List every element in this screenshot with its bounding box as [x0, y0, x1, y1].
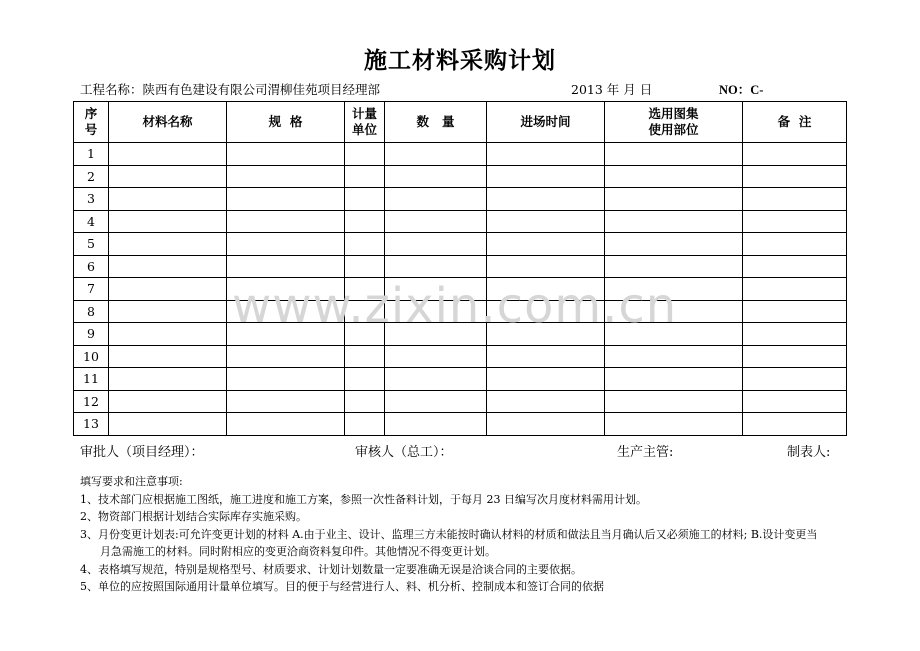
table-cell[interactable]	[345, 323, 385, 346]
table-row	[74, 345, 847, 368]
table-cell[interactable]	[605, 143, 743, 166]
page-title: 施工材料采购计划	[364, 47, 556, 74]
row-number-cell: 3	[74, 188, 109, 211]
table-cell[interactable]	[743, 323, 847, 346]
col-header-unit: 计量 单位	[345, 102, 385, 143]
table-row	[74, 390, 847, 413]
table-cell[interactable]	[487, 300, 605, 323]
table-cell[interactable]	[385, 300, 487, 323]
table-cell[interactable]	[345, 368, 385, 391]
row-number-cell: 9	[74, 323, 109, 346]
table-cell[interactable]	[385, 390, 487, 413]
table-cell[interactable]	[227, 413, 345, 436]
table-cell[interactable]	[109, 323, 227, 346]
table-cell[interactable]	[487, 165, 605, 188]
project-name: 工程名称：陕西有色建设有限公司渭柳佳苑项目经理部	[80, 82, 381, 97]
table-cell[interactable]	[109, 210, 227, 233]
table-cell[interactable]	[605, 188, 743, 211]
table-cell[interactable]	[109, 368, 227, 391]
col-header-atlas-location: 选用图集 使用部位	[605, 102, 743, 143]
table-cell[interactable]	[109, 143, 227, 166]
note-item: 3、月份变更计划表:可允许变更计划的材料 A.由于业主、设计、监理三方未能按时确认材料的材质和做法且当月确认后又必须施工的材料; B.设计变更当	[80, 527, 818, 541]
table-cell[interactable]	[227, 278, 345, 301]
row-number-cell: 6	[74, 255, 109, 278]
col-header-arrival-time: 进场时间	[487, 102, 605, 143]
table-cell[interactable]	[743, 390, 847, 413]
document-number: NO：C-	[719, 83, 764, 97]
table-cell[interactable]	[385, 255, 487, 278]
table-cell[interactable]	[227, 210, 345, 233]
table-cell[interactable]	[743, 143, 847, 166]
table-cell[interactable]	[743, 255, 847, 278]
table-cell[interactable]	[345, 188, 385, 211]
table-cell[interactable]	[743, 368, 847, 391]
table-cell[interactable]	[345, 413, 385, 436]
date-field: 2013 年 月 日	[571, 82, 653, 97]
table-cell[interactable]	[605, 233, 743, 256]
table-cell[interactable]	[605, 390, 743, 413]
table-cell[interactable]	[109, 233, 227, 256]
col-header-material: 材料名称	[109, 102, 227, 143]
reviewer-label: 审核人（总工）：	[355, 445, 453, 460]
table-cell[interactable]	[227, 300, 345, 323]
table-cell[interactable]	[227, 390, 345, 413]
table-cell[interactable]	[345, 390, 385, 413]
row-number-cell: 12	[74, 390, 109, 413]
note-item: 5、单位的应按照国际通用计量单位填写。目的便于与经营进行人、料、机分析、控制成本和签订合同的依据	[80, 580, 604, 593]
table-cell[interactable]	[345, 345, 385, 368]
table-cell[interactable]	[227, 233, 345, 256]
table-row	[74, 255, 847, 278]
table-cell[interactable]	[345, 255, 385, 278]
table-cell[interactable]	[487, 210, 605, 233]
table-cell[interactable]	[605, 345, 743, 368]
table-row	[74, 143, 847, 166]
row-number-cell: 8	[74, 300, 109, 323]
row-number-cell: 5	[74, 233, 109, 256]
table-row	[74, 323, 847, 346]
table-cell[interactable]	[487, 143, 605, 166]
col-header-remarks: 备 注	[743, 102, 847, 143]
table-cell[interactable]	[385, 188, 487, 211]
table-row	[74, 210, 847, 233]
col-header-seq: 序 号	[74, 102, 109, 143]
table-cell[interactable]	[487, 390, 605, 413]
material-plan-table	[73, 101, 847, 436]
row-number-cell: 4	[74, 210, 109, 233]
table-cell[interactable]	[109, 300, 227, 323]
table-cell[interactable]	[227, 345, 345, 368]
note-item-continued: 月急需施工的材料。同时附相应的变更洽商资料复印件。其他情况不得变更计划。	[100, 545, 496, 558]
table-cell[interactable]	[109, 390, 227, 413]
note-item: 1、技术部门应根据施工图纸，施工进度和施工方案，参照一次性备料计划，于每月 23 日编写次月度材料需用计划。	[80, 492, 647, 506]
note-item: 4、表格填写规范，特别是规格型号、材质要求、计划计划数量一定要准确无误是洽谈合同的主要依据。	[80, 562, 582, 576]
table-row	[74, 300, 847, 323]
table-cell[interactable]	[109, 188, 227, 211]
table-cell[interactable]	[109, 345, 227, 368]
table-row	[74, 165, 847, 188]
table-row	[74, 368, 847, 391]
table-cell[interactable]	[743, 210, 847, 233]
table-cell[interactable]	[385, 278, 487, 301]
notes-section	[80, 473, 860, 596]
table-row	[74, 278, 847, 301]
notes-heading: 填写要求和注意事项:	[80, 475, 183, 488]
table-cell[interactable]	[605, 323, 743, 346]
table-cell[interactable]	[227, 143, 345, 166]
table-cell[interactable]	[385, 210, 487, 233]
table-cell[interactable]	[487, 233, 605, 256]
table-cell[interactable]	[109, 413, 227, 436]
table-cell[interactable]	[385, 143, 487, 166]
table-cell[interactable]	[743, 165, 847, 188]
table-cell[interactable]	[345, 300, 385, 323]
approver-label: 审批人（项目经理）：	[80, 445, 204, 460]
col-header-spec: 规 格	[227, 102, 345, 143]
table-cell[interactable]	[385, 165, 487, 188]
table-cell[interactable]	[605, 413, 743, 436]
table-cell[interactable]	[109, 278, 227, 301]
table-cell[interactable]	[743, 300, 847, 323]
table-cell[interactable]	[605, 278, 743, 301]
table-cell[interactable]	[743, 278, 847, 301]
table-cell[interactable]	[743, 233, 847, 256]
watermark: www.zixin.com.cn	[232, 278, 678, 334]
row-number-cell: 1	[74, 143, 109, 166]
table-cell[interactable]	[487, 255, 605, 278]
row-number-cell: 11	[74, 368, 109, 391]
table-cell[interactable]	[385, 368, 487, 391]
table-cell[interactable]	[385, 413, 487, 436]
table-cell[interactable]	[605, 368, 743, 391]
table-cell[interactable]	[487, 413, 605, 436]
table-cell[interactable]	[605, 165, 743, 188]
table-cell[interactable]	[487, 323, 605, 346]
table-cell[interactable]	[345, 233, 385, 256]
table-cell[interactable]	[109, 255, 227, 278]
col-header-quantity: 数 量	[385, 102, 487, 143]
table-row	[74, 233, 847, 256]
row-number-cell: 2	[74, 165, 109, 188]
table-cell[interactable]	[345, 143, 385, 166]
table-cell[interactable]	[487, 188, 605, 211]
table-cell[interactable]	[487, 368, 605, 391]
table-cell[interactable]	[227, 323, 345, 346]
row-number-cell: 10	[74, 345, 109, 368]
table-cell[interactable]	[227, 165, 345, 188]
table-cell[interactable]	[487, 278, 605, 301]
table-cell[interactable]	[109, 165, 227, 188]
table-cell[interactable]	[487, 345, 605, 368]
table-row	[74, 413, 847, 436]
preparer-label: 制表人:	[787, 445, 831, 460]
table-header-row	[74, 102, 847, 143]
table-cell[interactable]	[743, 413, 847, 436]
table-row	[74, 188, 847, 211]
table-cell[interactable]	[743, 188, 847, 211]
table-cell[interactable]	[385, 233, 487, 256]
table-cell[interactable]	[605, 210, 743, 233]
table-cell[interactable]	[345, 165, 385, 188]
table-cell[interactable]	[605, 255, 743, 278]
table-cell[interactable]	[345, 278, 385, 301]
table-cell[interactable]	[385, 345, 487, 368]
table-cell[interactable]	[227, 368, 345, 391]
row-number-cell: 13	[74, 413, 109, 436]
note-item: 2、物资部门根据计划结合实际库存实施采购。	[80, 510, 307, 523]
table-cell[interactable]	[227, 188, 345, 211]
table-cell[interactable]	[385, 323, 487, 346]
table-cell[interactable]	[605, 300, 743, 323]
table-cell[interactable]	[345, 210, 385, 233]
row-number-cell: 7	[74, 278, 109, 301]
production-manager-label: 生产主管:	[617, 445, 674, 460]
table-cell[interactable]	[227, 255, 345, 278]
table-cell[interactable]	[743, 345, 847, 368]
